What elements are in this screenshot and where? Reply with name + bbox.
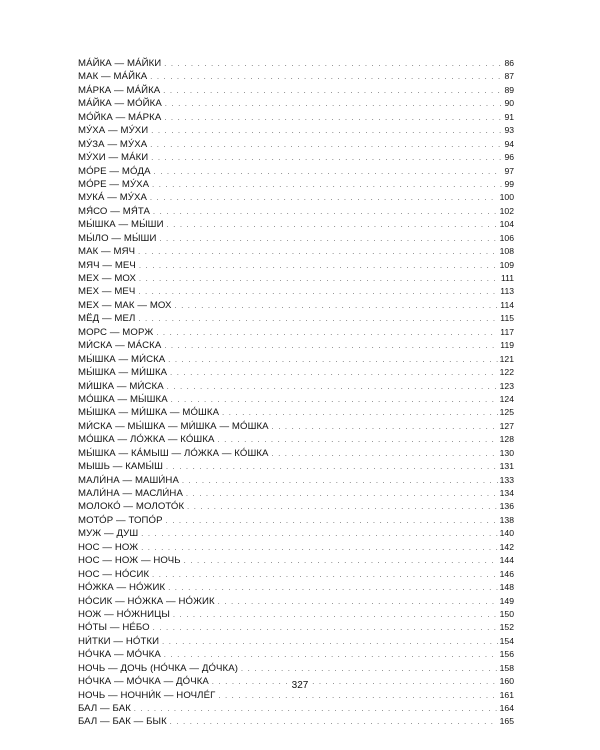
toc-entry-page: 128	[499, 434, 514, 445]
toc-entry-title: МО́ЙКА — МА́РКА	[78, 111, 162, 123]
toc-entry-page: 127	[499, 420, 514, 431]
toc-entry-page: 146	[499, 568, 514, 579]
toc-entry-title: МУ́ХИ — МА́КИ	[78, 152, 149, 164]
toc-entry-title: МОЛОКО́ — МОЛОТО́К	[78, 501, 185, 513]
dot-leader	[187, 501, 498, 514]
toc-entry	[78, 406, 514, 419]
toc-entry-page: 99	[504, 178, 514, 189]
dot-leader	[166, 461, 498, 474]
toc-entry-title: МУЖ — ДУШ	[78, 528, 139, 540]
dot-leader	[167, 381, 498, 394]
dot-leader	[218, 690, 497, 703]
toc-entry	[78, 70, 514, 83]
dot-leader	[168, 582, 497, 595]
toc-entry	[78, 447, 514, 460]
toc-entry-page: 154	[499, 635, 514, 646]
dot-leader	[153, 622, 498, 635]
toc-entry	[78, 662, 514, 675]
toc-entry	[78, 380, 514, 393]
toc-entry-title: НОЧЬ — ДОЧЬ (НО́ЧКА — ДО́ЧКА)	[78, 662, 239, 674]
dot-leader	[138, 313, 498, 326]
dot-leader	[164, 649, 498, 662]
toc-entry	[78, 111, 514, 124]
toc-entry-page: 102	[499, 205, 514, 216]
toc-entry-title: НО́СИК — НО́ЖКА — НО́ЖИК	[78, 595, 215, 607]
dot-leader	[186, 488, 498, 501]
toc-entry-title: НОС — НОЖ	[78, 541, 139, 553]
toc-entry-title: МУКА́ — МУ́ХА	[78, 192, 147, 204]
toc-entry-title: МИ́СКА — МЫ́ШКА — МИ́ШКА — МО́ШКА	[78, 420, 269, 432]
toc-entry-title: БАЛ — БАК	[78, 703, 131, 714]
toc-entry	[78, 353, 514, 366]
toc-entry-title: МА́ЙКА — МА́ЙКИ	[78, 58, 162, 69]
toc-entry-title: МЫ́ШКА — МИ́ШКА	[78, 367, 168, 379]
toc-entry-title: НО́ЖКА — НО́ЖИК	[78, 582, 166, 594]
toc-entry	[78, 97, 514, 110]
toc-entry-title: МОТО́Р — ТОПО́Р	[78, 514, 163, 526]
toc-entry	[78, 554, 514, 567]
dot-leader	[170, 367, 497, 380]
toc-entry-title: МЯЧ — МЕЧ	[78, 259, 136, 271]
toc-entry-page: 131	[499, 461, 514, 472]
dot-leader	[272, 421, 498, 434]
toc-entry-title: МЕХ — МОХ	[78, 273, 137, 284]
dot-leader	[182, 475, 498, 488]
toc-entry-page: 106	[499, 232, 514, 243]
toc-entry-title: МА́ЙКА — МО́ЙКА	[78, 98, 162, 110]
toc-entry-page: 97	[504, 165, 514, 176]
toc-entry-page: 160	[499, 676, 514, 687]
toc-entry-title: МА́РКА — МА́ЙКА	[78, 84, 161, 96]
toc-entry	[78, 138, 514, 151]
toc-entry-title: МЫШЬ — КАМЫ́Ш	[78, 461, 163, 473]
toc-entry-page: 124	[499, 393, 514, 404]
toc-entry	[78, 393, 514, 406]
toc-entry-title: МЫ́ШКА — КА́МЫШ — ЛО́ЖКА — КО́ШКА	[78, 447, 269, 459]
toc-entry-title: МЁД — МЕЛ	[78, 313, 136, 325]
dot-leader	[184, 555, 498, 568]
toc-entry-page: 134	[499, 488, 514, 498]
toc-entry	[78, 299, 514, 312]
table-of-contents	[78, 57, 514, 729]
toc-entry-title: МИ́ШКА — МИ́СКА	[78, 380, 164, 392]
toc-entry-page: 121	[499, 353, 514, 364]
dot-leader	[175, 300, 499, 313]
toc-entry	[78, 433, 514, 446]
toc-entry-title: МЫ́ШКА — МИ́СКА	[78, 353, 166, 365]
toc-entry-page: 138	[499, 514, 514, 525]
toc-entry	[78, 581, 514, 594]
toc-entry	[78, 84, 514, 97]
toc-entry	[78, 487, 514, 500]
toc-entry	[78, 702, 514, 715]
toc-entry	[78, 595, 514, 608]
toc-entry-title: НО́ЧКА — МО́ЧКА — ДО́ЧКА	[78, 676, 209, 688]
toc-entry-title: МЕХ — МАК — МОХ	[78, 299, 172, 311]
toc-entry	[78, 339, 514, 352]
toc-entry-title: МО́ШКА — МЫ́ШКА	[78, 393, 168, 405]
dot-leader	[218, 596, 498, 609]
toc-entry-title: МЯ́СО — МЯ́ТА	[78, 205, 150, 217]
toc-entry-title: МО́ШКА — ЛО́ЖКА — КО́ШКА	[78, 434, 215, 446]
toc-entry-page: 133	[499, 474, 514, 485]
toc-entry-page: 149	[499, 595, 514, 606]
toc-entry-page: 123	[499, 380, 514, 391]
toc-entry-page: 144	[499, 555, 514, 566]
toc-entry-title: НО́ЧКА — МО́ЧКА	[78, 649, 161, 661]
toc-entry-title: МАЛИ́НА — МАСЛИ́НА	[78, 488, 183, 499]
toc-entry-title: МОРС — МОРЖ	[78, 326, 154, 338]
toc-entry	[78, 541, 514, 554]
toc-entry-page: 94	[504, 138, 514, 149]
toc-entry	[78, 635, 514, 648]
toc-entry	[78, 259, 514, 272]
toc-entry-page: 150	[499, 608, 514, 619]
toc-entry-page: 93	[504, 125, 514, 136]
toc-entry	[78, 514, 514, 527]
toc-entry	[78, 245, 514, 258]
toc-entry-page: 86	[504, 58, 514, 68]
toc-entry-page: 117	[500, 326, 514, 337]
toc-entry-page: 130	[499, 447, 514, 458]
toc-entry-title: НИ́ТКИ — НО́ТКИ	[78, 635, 160, 647]
dot-leader	[152, 179, 502, 192]
toc-entry	[78, 326, 514, 339]
dot-leader	[163, 85, 502, 98]
toc-entry	[78, 272, 514, 285]
dot-leader	[141, 542, 497, 555]
toc-entry	[78, 285, 514, 298]
toc-entry	[78, 420, 514, 433]
dot-leader	[218, 434, 498, 447]
dot-leader	[164, 58, 502, 71]
dot-leader	[173, 609, 498, 622]
toc-entry-page: 113	[500, 286, 514, 297]
toc-entry	[78, 205, 514, 218]
dot-leader	[153, 206, 498, 219]
dot-leader	[134, 703, 498, 716]
toc-entry	[78, 366, 514, 379]
page-number: 327	[291, 680, 309, 691]
toc-entry-title: МЫ́ЛО — МЫ́ШИ	[78, 232, 157, 244]
toc-entry-page: 111	[500, 273, 514, 283]
toc-entry-page: 87	[504, 71, 514, 82]
toc-entry-title: НОС — НОЖ — НОЧЬ	[78, 555, 181, 567]
dot-leader	[168, 354, 497, 367]
toc-entry-page: 115	[500, 313, 514, 324]
toc-entry-title: МУ́ХА — МУ́ХИ	[78, 125, 149, 137]
dot-leader	[138, 286, 498, 299]
toc-entry	[78, 232, 514, 245]
toc-entry-page: 148	[499, 582, 514, 593]
dot-leader	[151, 125, 502, 138]
dot-leader	[171, 394, 498, 407]
toc-entry-title: МАК — МА́ЙКА	[78, 71, 148, 83]
toc-entry	[78, 527, 514, 540]
toc-entry-title: МЕХ — МЕЧ	[78, 286, 136, 298]
dot-leader	[150, 139, 502, 152]
dot-leader	[164, 112, 502, 125]
toc-entry-title: НОЧЬ — НОЧНИ́К — НОЧЛЕ́Г	[78, 689, 216, 701]
toc-entry-title: МЫ́ШКА — МИ́ШКА — МО́ШКА	[78, 407, 220, 419]
dot-leader	[141, 528, 497, 541]
dot-leader	[241, 663, 498, 676]
dot-leader	[138, 246, 498, 259]
toc-entry-page: 90	[504, 98, 514, 109]
toc-entry-page: 89	[504, 84, 514, 95]
toc-entry	[78, 124, 514, 137]
toc-entry-page: 164	[499, 703, 514, 713]
toc-entry-page: 161	[499, 689, 514, 700]
toc-entry	[78, 191, 514, 204]
dot-leader	[151, 152, 502, 165]
toc-entry-page: 140	[499, 528, 514, 539]
dot-leader	[165, 98, 503, 111]
toc-entry-title: НОС — НО́СИК	[78, 568, 150, 580]
toc-entry	[78, 715, 514, 728]
dot-leader	[154, 166, 503, 179]
toc-entry-title: НОЖ — НО́ЖНИЦЫ	[78, 608, 170, 620]
toc-entry-page: 158	[499, 662, 514, 673]
toc-entry-title: БАЛ — БАК — БЫК	[78, 716, 167, 728]
toc-entry	[78, 568, 514, 581]
toc-entry-title: МИ́СКА — МА́СКА	[78, 340, 162, 352]
dot-leader	[139, 260, 498, 273]
dot-leader	[139, 273, 499, 286]
toc-entry-page: 109	[499, 259, 514, 270]
toc-entry-page: 91	[504, 111, 514, 122]
toc-entry	[78, 178, 514, 191]
dot-leader	[164, 340, 498, 353]
dot-leader	[150, 192, 498, 205]
toc-entry-title: МАК — МЯЧ	[78, 246, 136, 258]
toc-entry-title: МО́РЕ — МО́ДА	[78, 165, 151, 177]
toc-entry	[78, 460, 514, 473]
toc-entry	[78, 648, 514, 661]
toc-entry-page: 100	[499, 192, 514, 203]
toc-entry-page: 96	[504, 152, 514, 163]
toc-entry-page: 119	[500, 340, 514, 351]
dot-leader	[272, 448, 498, 461]
toc-entry	[78, 57, 514, 70]
dot-leader	[156, 327, 498, 340]
toc-entry-page: 142	[499, 541, 514, 552]
toc-entry-title: МУ́ЗА — МУ́ХА	[78, 138, 148, 150]
toc-entry	[78, 218, 514, 231]
toc-entry	[78, 165, 514, 178]
toc-entry-page: 156	[499, 649, 514, 660]
toc-entry	[78, 608, 514, 621]
toc-entry-title: МАЛИ́НА — МАШИ́НА	[78, 474, 179, 486]
dot-leader	[166, 515, 498, 528]
toc-entry	[78, 312, 514, 325]
toc-entry	[78, 500, 514, 513]
toc-entry-page: 152	[499, 622, 514, 633]
dot-leader	[152, 569, 498, 582]
dot-leader	[162, 636, 498, 649]
toc-entry-page: 136	[499, 501, 514, 512]
toc-entry	[78, 474, 514, 487]
dot-leader	[150, 71, 502, 84]
toc-entry-title: НО́ТЫ — НЕ́БО	[78, 622, 150, 634]
dot-leader	[167, 219, 498, 232]
toc-entry-title: МО́РЕ — МУ́ХА	[78, 178, 150, 190]
toc-entry-page: 122	[499, 367, 514, 378]
dot-leader	[170, 716, 498, 729]
toc-entry-page: 165	[499, 716, 514, 727]
toc-entry-page: 104	[499, 219, 514, 230]
toc-entry	[78, 621, 514, 634]
toc-entry-title: МЫ́ШКА — МЫ́ШИ	[78, 219, 164, 231]
toc-entry-page: 108	[499, 246, 514, 257]
dot-leader	[159, 233, 497, 246]
dot-leader	[222, 407, 498, 420]
toc-entry-page: 114	[500, 299, 514, 310]
toc-entry-page: 125	[499, 407, 514, 418]
toc-entry	[78, 151, 514, 164]
